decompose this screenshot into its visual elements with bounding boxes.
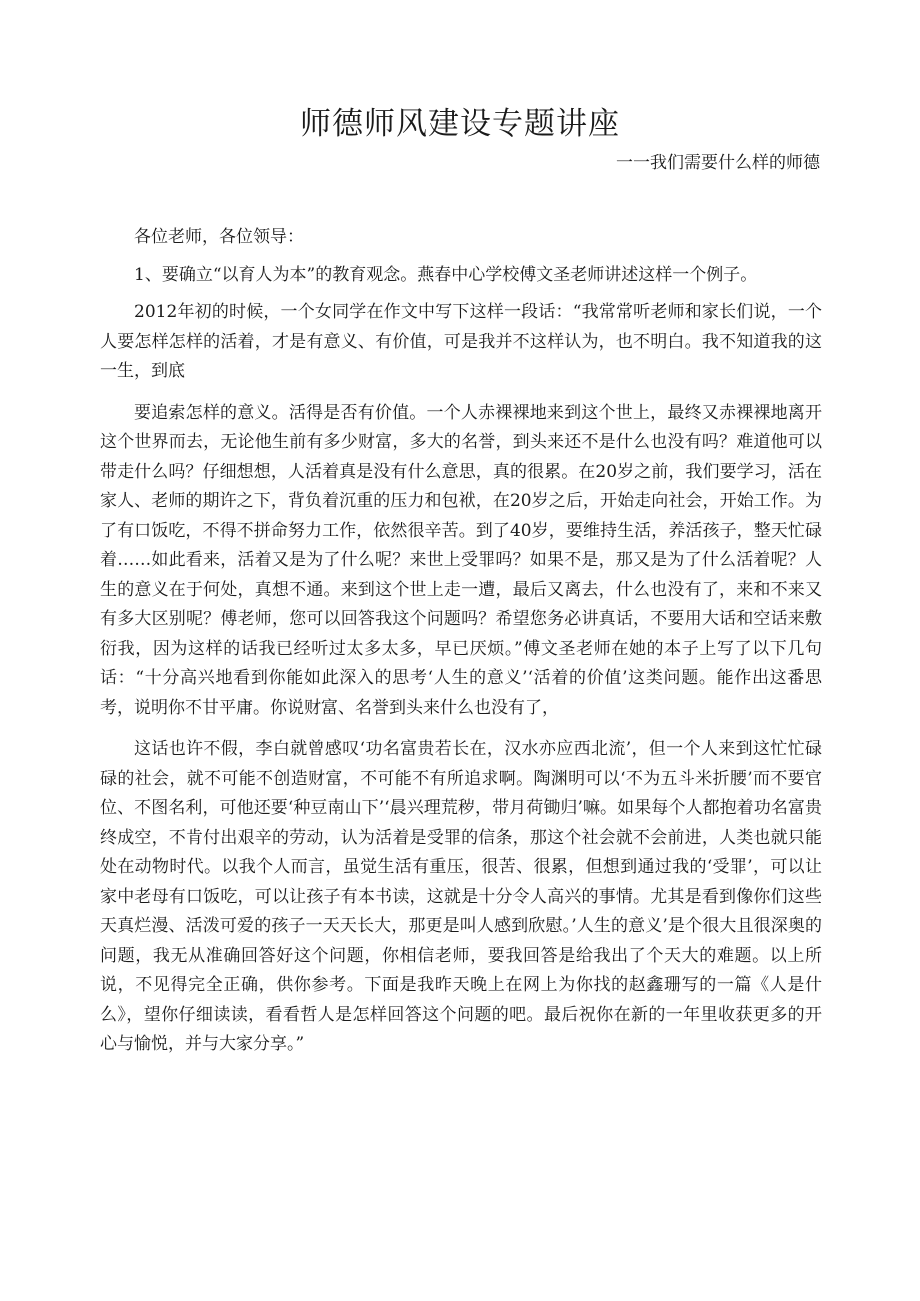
body-paragraph: 要追索怎样的意义。活得是否有价值。一个人赤裸裸地来到这个世上，最终又赤裸裸地离开这个世界而去，无论他生前有多少财富，多大的名誉，到头来还不是什么也没有吗？难道他可以带走什么吗？仔细想想，人活着真是没有什么意思，真的很累。在20岁之前，我们要学习，活在家人、老师的期许之下，背负着沉重的压力和包袱，在20岁之后，开始走向社会，开始工作。为了有口饭吃，不得不拼命努力工作，依然很辛苦。到了40岁，要维持生活，养活孩子，整天忙碌着……如此看来，活着又是为了什么呢？来世上受罪吗？如果不是，那又是为了什么活着呢？人生的意义在于何处，真想不通。来到这个世上走一遭，最后又离去，什么也没有了，来和不来又有多大区别呢？傅老师，您可以回答我这个问题吗？希望您务必讲真话，不要用大话和空话来敷衍我，因为这样的话我已经听过太多太多，早已厌烦。”傅文圣老师在她的本子上写了以下几句话：“十分高兴地看到你能如此深入的思考‘人生的意义’‘活着的价值’这类问题。能作出这番思考，说明你不甘平庸。你说财富、名誉到头来什么也没有了， bbox=[100, 402, 822, 718]
document-title: 师德师风建设专题讲座 bbox=[300, 106, 620, 142]
body-paragraph: 这话也许不假，李白就曾感叹‘功名富贵若长在，汉水亦应西北流’，但一个人来到这忙忙碌碌的社会，就不可能不创造财富，不可能不有所追求啊。陶渊明可以‘不为五斗米折腰’而不要官位、不图名利，可他还要‘种豆南山下’‘晨兴理荒秽，带月荷锄归’嘛。如果每个人都抱着功名富贵终成空，不肯付出艰辛的劳动，认为活着是受罪的信条，那这个社会就不会前进，人类也就只能处在动物时代。以我个人而言，虽觉生活有重压，很苦、很累，但想到通过我的‘受罪’，可以让家中老母有口饭吃，可以让孩子有本书读，这就是十分令人高兴的事情。尤其是看到像你们这些天真烂漫、活泼可爱的孩子一天天长大，那更是叫人感到欣慰。’人生的意义’是个很大且很深奥的问题，我无从准确回答好这个问题，你相信老师，要我回答是给我出了个天大的难题。以上所说，不见得完全正确，供你参考。下面是我昨天晚上在网上为你找的赵鑫珊写的一篇《人是什么》，望你仔细读读，看看哲人是怎样回答这个问题的吧。最后祝你在新的一年里收获更多的开心与愉悦，并与大家分享。” bbox=[100, 739, 822, 1054]
salutation-paragraph: 各位老师，各位领导： bbox=[134, 227, 304, 247]
document-body bbox=[100, 223, 822, 1060]
body-paragraph: 2012年初的时候，一个女同学在作文中写下这样一段话：“我常常听老师和家长们说，一个人要怎样怎样的活着，才是有意义、有价值，可是我并不这样认为，也不明白。我不知道我的这一生，到底 bbox=[100, 302, 822, 381]
body-paragraph: 1、要确立“以育人为本”的教育观念。燕春中心学校傅文圣老师讲述这样一个例子。 bbox=[134, 264, 758, 285]
document-subtitle: 一一我们需要什么样的师德 bbox=[616, 153, 820, 173]
